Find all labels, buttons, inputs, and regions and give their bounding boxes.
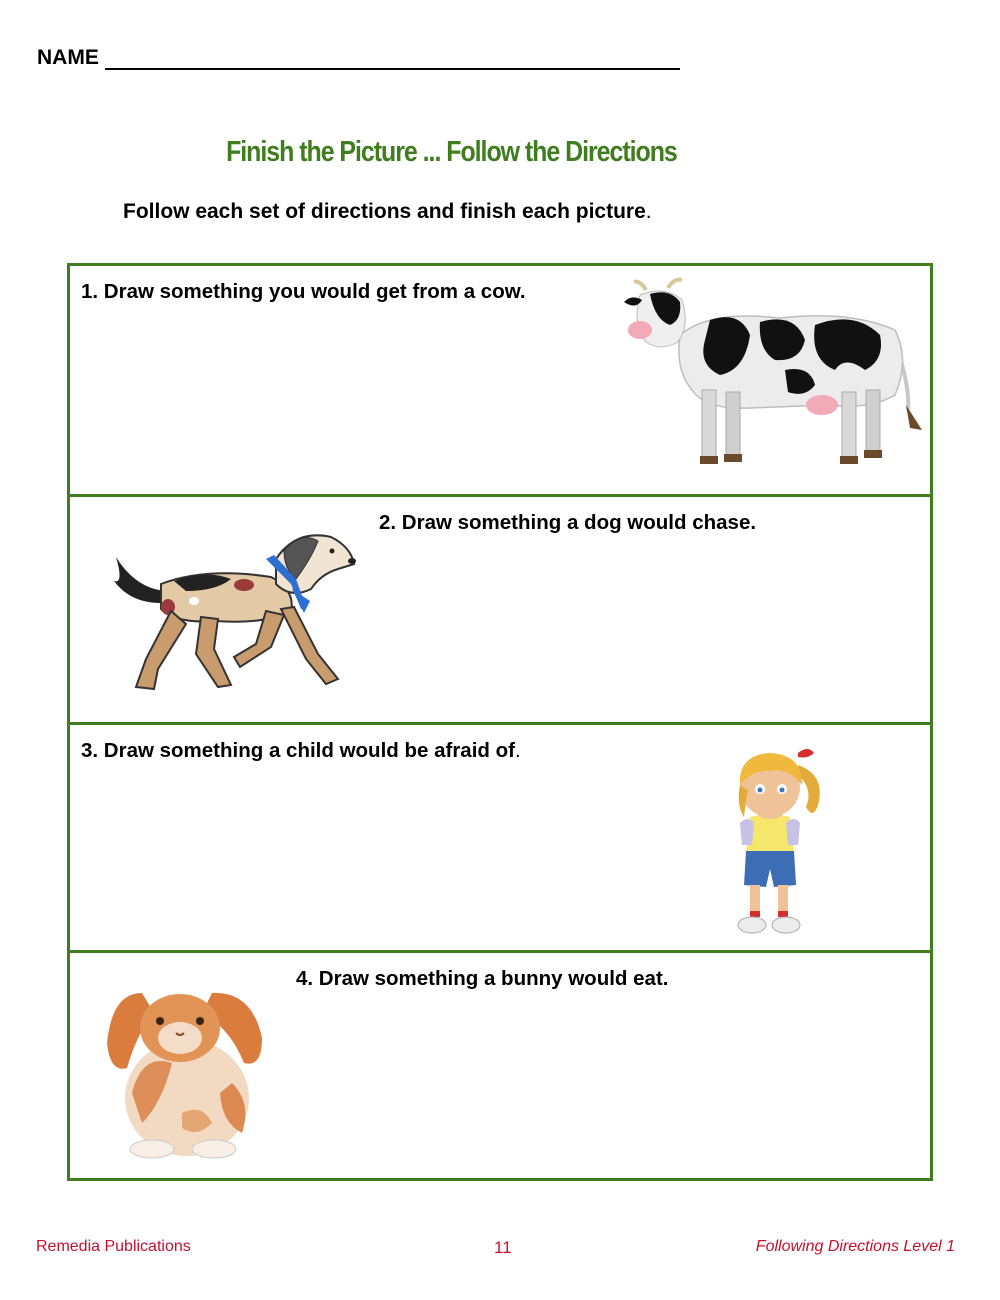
instructions-period: . [645, 200, 652, 223]
prompt-2 [379, 511, 756, 535]
name-field[interactable] [37, 46, 680, 70]
footer-publisher: Remedia Publications [36, 1238, 191, 1255]
name-underline[interactable] [105, 48, 680, 70]
prompt-2-text: 2. Draw something a dog would chase. [379, 511, 757, 534]
drawing-box-1[interactable] [70, 266, 930, 494]
page-title: Finish the Picture ... Follow the Directions [226, 136, 677, 168]
scared-girl-illustration [718, 745, 828, 940]
footer-book-title: Following Directions Level 1 [755, 1238, 955, 1255]
prompt-3 [81, 739, 521, 763]
bunny-illustration [102, 973, 272, 1163]
prompt-3-period: . [514, 739, 521, 762]
instructions [123, 200, 652, 224]
page-number: 11 [494, 1238, 512, 1257]
cow-illustration [610, 280, 930, 480]
drawing-box-2[interactable] [70, 494, 930, 722]
prompt-4 [296, 967, 668, 991]
prompt-1 [81, 280, 526, 304]
instructions-text: Follow each set of directions and finish each picture [123, 200, 646, 223]
prompt-3-text: 3. Draw something a child would be afraid of [81, 739, 515, 762]
drawing-box-3[interactable] [70, 722, 930, 950]
dog-illustration [106, 529, 356, 699]
drawing-grid [67, 263, 933, 1181]
prompt-1-text: 1. Draw something you would get from a cow. [81, 280, 526, 303]
drawing-box-4[interactable] [70, 950, 930, 1178]
name-label: NAME [37, 46, 99, 69]
prompt-4-text: 4. Draw something a bunny would eat. [296, 967, 669, 990]
